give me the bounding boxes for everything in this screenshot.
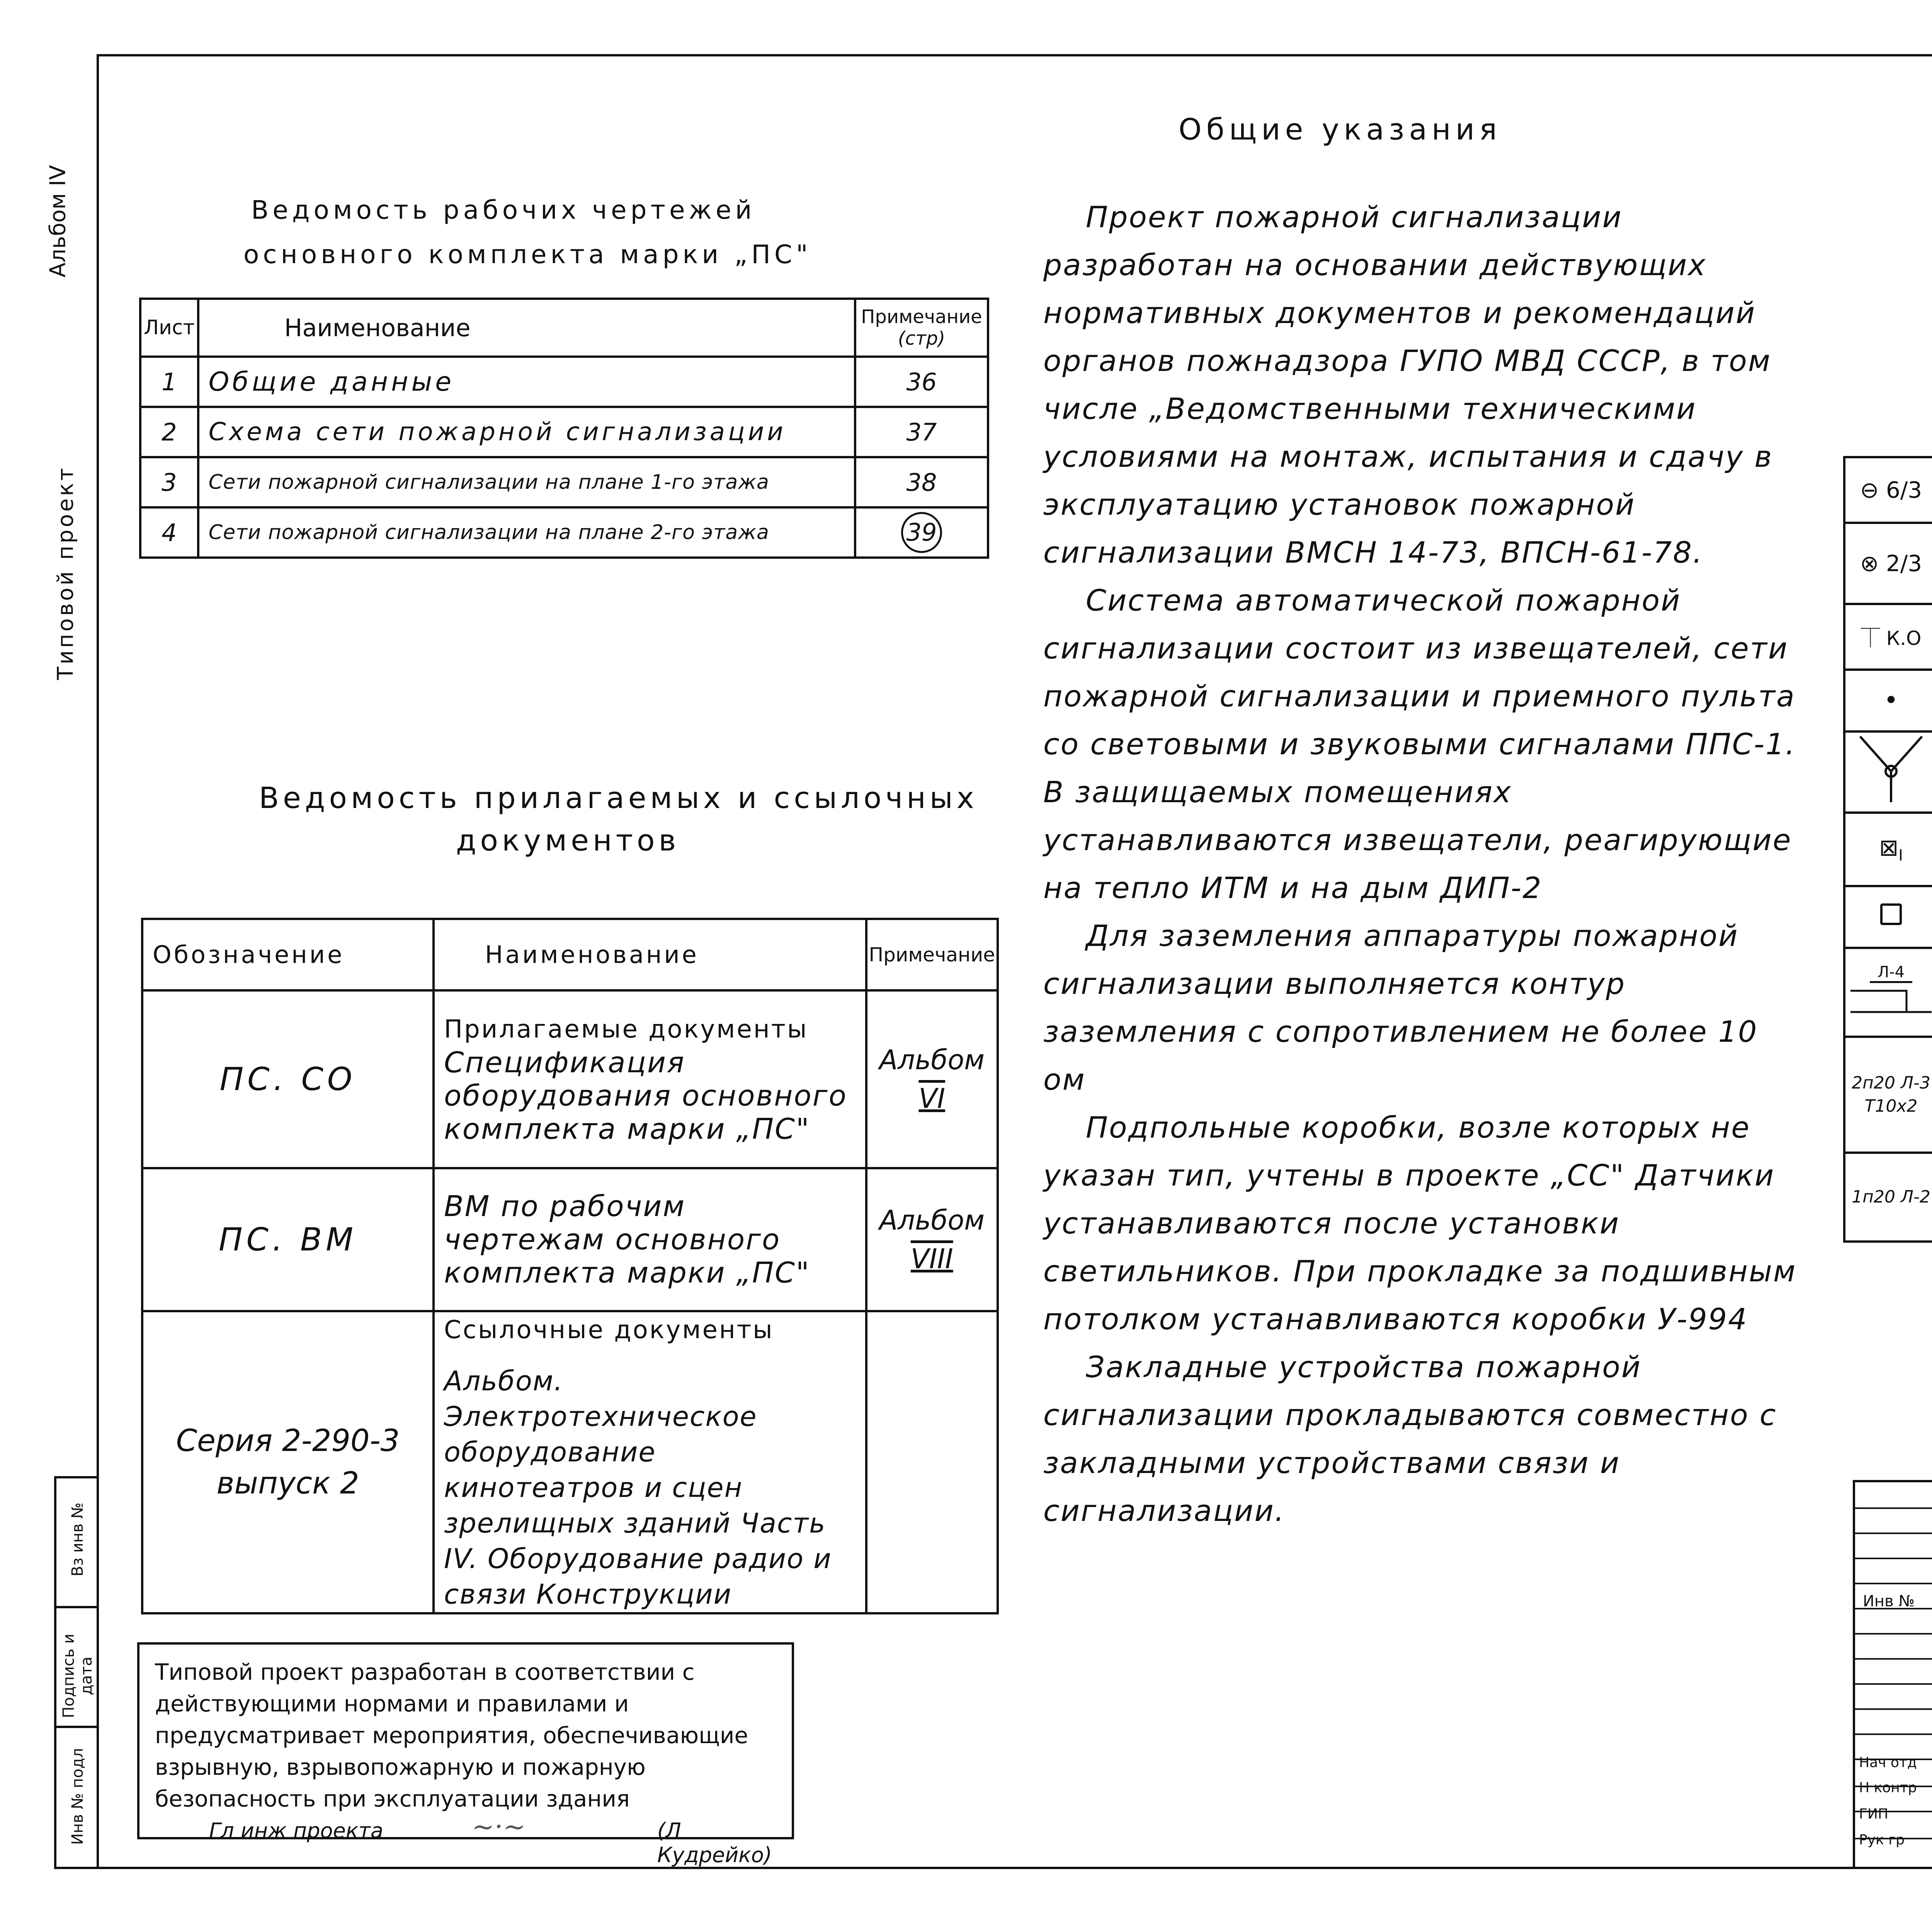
note-paragraph: Для заземления аппаратуры пожарной сигнализации выполняется контур заземления с сопротивлением не более 10 ом <box>1043 919 1758 1097</box>
legend-symbol <box>1844 670 1932 731</box>
docs-title-line1: Ведомость прилагаемых и ссылочных <box>259 781 978 815</box>
telephone-box-icon: ⏉ <box>1861 627 1880 650</box>
note-paragraph: Проект пожарной сигнализации разработан на основании действующих нормативных документов и рекомендаций органов пожнадзора ГУПО МВД СССР, в том числе „Ведомственными техническими условиями на монтаж, испытания и сдачу в эксплуатацию установок пожарной сигнализации ВМСН 14-73, ВПСН-61-78. <box>1043 200 1773 570</box>
doc-designation: Серия 2-290-3 выпуск 2 <box>142 1311 434 1613</box>
side-stamp-orig-label: Инв № подл <box>69 1748 87 1845</box>
circled-page-number: 39 <box>901 512 942 553</box>
sheet-name: Сети пожарной сигнализации на плане 1-го этажа <box>198 457 855 507</box>
role-ruk-gr: Рук гр <box>1859 1832 1905 1848</box>
smoke-detector-icon: ⊖ <box>1860 477 1879 503</box>
branch-coupling-icon <box>1858 735 1924 804</box>
sheet-name: Сети пожарной сигнализации на плане 2-го этажа <box>198 507 855 558</box>
doc-name-text: Альбом. Электротехническое оборудование кинотеатров и сцен зрелищных зданий Часть IV. Оборудование радио и связи Конструкции <box>444 1365 832 1610</box>
inv-label: Инв № <box>1863 1592 1915 1610</box>
album-label: Альбом IV <box>45 165 71 277</box>
doc-section-label: Прилагаемые документы <box>444 1015 808 1044</box>
general-notes <box>1043 193 1797 1535</box>
sheets-title-line1: Ведомость рабочих чертежей <box>251 195 756 225</box>
page-title: Общие указания <box>1179 112 1502 146</box>
legend-symbol: Л-4 <box>1844 948 1932 1037</box>
sheet-num: 4 <box>140 507 198 558</box>
note-paragraph: Система автоматической пожарной сигнализации состоит из извещателей, сети пожарной сигнализации и приемного пульта со световыми и звуковыми сигналами ППС-1. В защищаемых помещениях устанавливаются извещатели, реагирующие на тепло ИТМ и на дым ДИП-2 <box>1043 583 1796 905</box>
docs-header-designation: Обозначение <box>142 919 434 990</box>
signature-mark: ~·~ <box>472 1811 526 1842</box>
sheet-name: Общие данные <box>198 357 855 407</box>
notes-signer-role: Гл инж проекта <box>209 1818 383 1843</box>
doc-name-text: Спецификация оборудования основного комплекта марки „ПС" <box>444 1046 847 1146</box>
sheet-num: 2 <box>140 407 198 457</box>
doc-section-label: Ссылочные документы <box>444 1316 774 1344</box>
sheet-note <box>855 507 988 558</box>
notes-box <box>137 1642 794 1867</box>
sheet-note: 38 <box>855 457 988 507</box>
legend-symbol: $⊠_I$ <box>1844 813 1932 886</box>
side-stamp <box>54 1476 99 1869</box>
doc-note <box>866 1311 998 1613</box>
sheets-table <box>139 298 989 559</box>
side-stamp-sign-label: Подпись и дата <box>60 1633 95 1718</box>
note-paragraph: Закладные устройства пожарной сигнализации прокладываются совместно с закладными устройствами связи и сигнализации. <box>1043 1350 1777 1528</box>
notes-text: Типовой проект разработан в соответствии с действующими нормами и правилами и предусматривает мероприятия, обеспечивающие взрывную, взрывопожарную и пожарную безопасность при эксплуатации здания <box>155 1659 748 1812</box>
doc-note: Альбом VI <box>866 990 998 1168</box>
notes-signature-line <box>155 1811 776 1867</box>
doc-name <box>434 990 866 1168</box>
doc-designation: ПС. ВМ <box>142 1168 434 1311</box>
role-n-kontr: Н контр <box>1859 1780 1917 1796</box>
legend-symbol: 1п20 Л-2 <box>1844 1153 1932 1242</box>
notes-signer-name: (Л Кудрейко) <box>657 1818 772 1867</box>
legend-symbol: 2п20 Л-3 Т10x2 <box>1844 1037 1932 1153</box>
doc-note: Альбом VIII <box>866 1168 998 1311</box>
wire-line-icon <box>1849 983 1932 1018</box>
role-nach-otd: Нач отд <box>1859 1755 1917 1771</box>
sheets-title-line2: основного комплекта марки „ПС" <box>243 240 812 269</box>
sheet-note: 37 <box>855 407 988 457</box>
docs-header-note: Примечание <box>866 919 998 990</box>
note-paragraph: Подпольные коробки, возле которых не указан тип, учтены в проекте „СС" Датчики устанавливаются после установки светильников. При прокладке за подшивным потолком устанавливаются коробки У-994 <box>1043 1110 1797 1336</box>
side-stamp-inv-label: Вз инв № <box>69 1502 87 1577</box>
sheets-header-note: Примечание (стр) <box>855 299 988 357</box>
role-gip: ГИП <box>1859 1806 1888 1822</box>
heat-detector-icon: ⊗ <box>1860 550 1879 577</box>
legend-table <box>1843 456 1932 1243</box>
legend-symbol: ⊖ 6/3 <box>1844 457 1932 523</box>
sheets-header-sheet: Лист <box>140 299 198 357</box>
floor-box-icon: ⊠ <box>1879 834 1899 861</box>
sheet-num: 3 <box>140 457 198 507</box>
title-block <box>1853 1480 1932 1867</box>
doc-name: ВМ по рабочим чертежам основного комплекта марки „ПС" <box>434 1168 866 1311</box>
legend-symbol: ⏉ К.О <box>1844 604 1932 670</box>
legend-symbol <box>1844 886 1932 948</box>
sheet-name: Схема сети пожарной сигнализации <box>198 407 855 457</box>
sheet-note: 36 <box>855 357 988 407</box>
docs-title-line2: документов <box>456 823 680 857</box>
doc-name <box>434 1311 866 1613</box>
sheets-header-name: Наименование <box>198 299 855 357</box>
universal-box-icon: • <box>1884 686 1898 715</box>
docs-table <box>141 918 999 1614</box>
legend-symbol: ⊗ 2/3 <box>1844 523 1932 604</box>
pull-box-icon <box>1880 903 1902 925</box>
typical-project-label: Типовой проект <box>53 466 78 680</box>
sheet-num: 1 <box>140 357 198 407</box>
docs-header-name: Наименование <box>434 919 866 990</box>
legend-symbol <box>1844 731 1932 813</box>
doc-designation: ПС. СО <box>142 990 434 1168</box>
